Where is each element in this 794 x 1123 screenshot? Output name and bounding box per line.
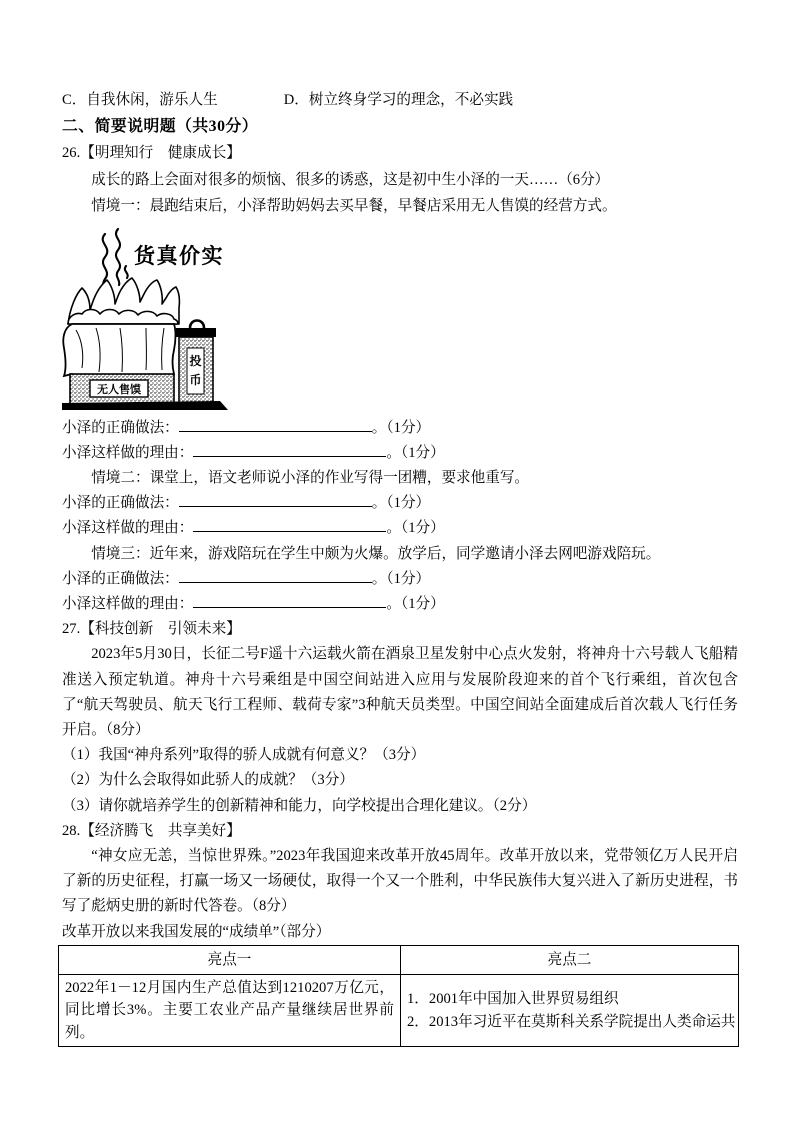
scenario-3-text: 情境三：近年来，游戏陪玩在学生中颇为火爆。放学后，同学邀请小泽去网吧游戏陪玩。 xyxy=(91,545,661,562)
table-cell-highlight-1: 2022年1－12月国内生产总值达到1210207万亿元，同比增长3%。主要工农业产品产量继续居世界前列。 xyxy=(59,974,401,1047)
bun-stall-illustration xyxy=(62,224,228,410)
stall-sign-label: 无人售馍 xyxy=(97,383,141,396)
answer-blank-line xyxy=(193,517,386,533)
answer-suffix: 。（1分） xyxy=(386,520,445,537)
answer-label: 小泽这样做的理由： xyxy=(62,520,194,537)
answer-blank-line xyxy=(193,441,386,457)
q26-title: 【明理知行 健康成长】 xyxy=(80,145,241,161)
table-caption: 改革开放以来我国发展的“成绩单”（部分） xyxy=(62,923,331,940)
answer-blank-line xyxy=(193,592,386,608)
scorecard-table xyxy=(58,945,739,1048)
q26-heading xyxy=(62,140,738,167)
table-header-row xyxy=(59,945,739,974)
answer-row-s3-action xyxy=(62,567,738,592)
q27-heading xyxy=(62,617,738,642)
answer-row-s3-reason xyxy=(62,592,738,617)
answer-blank-line xyxy=(179,492,372,508)
answer-label: 小泽的正确做法： xyxy=(62,419,179,436)
q26-intro: 成长的路上会面对很多的烦恼、很多的诱惑，这是初中生小泽的一天……（6分） xyxy=(91,171,610,188)
answer-label: 小泽的正确做法： xyxy=(62,495,179,512)
answer-label: 小泽这样做的理由： xyxy=(62,444,194,461)
coin-box xyxy=(176,320,216,403)
scenario-1-text: 情境一：晨跑结束后，小泽帮助妈妈去买早餐，早餐店采用无人售馍的经营方式。 xyxy=(91,198,617,214)
q28-body: “神女应无恙，当惊世界殊。”2023年我国迎来改革开放45周年。改革开放以来，党带领亿万人民开启了新的历史征程，打赢一场又一场硬仗，取得一个又一个胜利，中华民族伟大复兴进入了新历史进程，书写了彪炳史册的新时代答卷。（8分） xyxy=(62,847,738,915)
answer-blank-line xyxy=(179,416,372,432)
q27-title: 【科技创新 引领未来】 xyxy=(80,621,241,638)
q28-heading xyxy=(62,819,738,844)
answer-suffix: 。（1分） xyxy=(371,495,431,512)
q27-number: 27. xyxy=(62,621,81,638)
coin-box-label-char1: 投 xyxy=(189,353,202,368)
table-header-highlight-1: 亮点一 xyxy=(59,945,401,974)
coin-box-label-char2: 币 xyxy=(189,372,202,387)
page-content xyxy=(62,87,738,1047)
list-item: 1．2001年中国加入世界贸易组织 xyxy=(407,991,619,1008)
bun-pile xyxy=(68,278,179,324)
q27-body: 2023年5月30日，长征二号F遥十六运载火箭在酒泉卫星发射中心点火发射，将神舟十六号载人飞船精准送入预定轨道。神舟十六号乘组是中国空间站进入应用与发展阶段迎来的首个飞行乘组，首次包含了“航天驾驶员、航天飞行工程师、载荷专家”3种航天员类型。中国空间站全面建成后首次载人飞行任务开启。（8分） xyxy=(62,646,738,738)
list-item: 2．2013年习近平在莫斯科关系学院提出人类命运共 xyxy=(407,1013,736,1030)
answer-suffix: 。（1分） xyxy=(386,444,445,461)
option-row xyxy=(62,87,738,114)
answer-row-s1-reason xyxy=(62,441,738,466)
table-body-row xyxy=(59,974,739,1047)
answer-suffix: 。（1分） xyxy=(386,595,445,612)
q26-number: 26. xyxy=(62,145,81,161)
table-cell-highlight-2 xyxy=(401,974,739,1047)
answer-blank-line xyxy=(179,567,372,583)
q28-title: 【经济腾飞 共享美好】 xyxy=(80,822,241,839)
answer-row-s2-reason xyxy=(62,516,738,541)
table-header-highlight-2: 亮点二 xyxy=(401,945,739,974)
scenario-2-text: 情境二：课堂上，语文老师说小泽的作业写得一团糟，要求他重写。 xyxy=(91,469,530,486)
option-d: D．树立终身学习的理念，不必实践 xyxy=(283,92,514,108)
q27-subquestion-1: （1）我国“神舟系列”取得的骄人成就有何意义？（3分） xyxy=(62,747,426,764)
answer-row-s1-action xyxy=(62,416,738,441)
answer-suffix: 。（1分） xyxy=(371,570,431,587)
banner-text: 货真价实 xyxy=(134,243,224,268)
answer-label: 小泽的正确做法： xyxy=(62,570,179,587)
q28-number: 28. xyxy=(62,822,81,839)
option-c: C．自我休闲，游乐人生 xyxy=(62,92,218,108)
q27-subquestion-2: （2）为什么会取得如此骄人的成就？（3分） xyxy=(62,772,354,789)
q27-subquestion-3: （3）请你就培养学生的创新精神和能力，向学校提出合理化建议。（2分） xyxy=(62,797,537,814)
section-heading: 二、简要说明题（共30分） xyxy=(62,117,259,135)
answer-row-s2-action xyxy=(62,491,738,516)
table-cloth xyxy=(63,324,175,379)
answer-suffix: 。（1分） xyxy=(371,419,431,436)
answer-label: 小泽这样做的理由： xyxy=(62,595,194,612)
